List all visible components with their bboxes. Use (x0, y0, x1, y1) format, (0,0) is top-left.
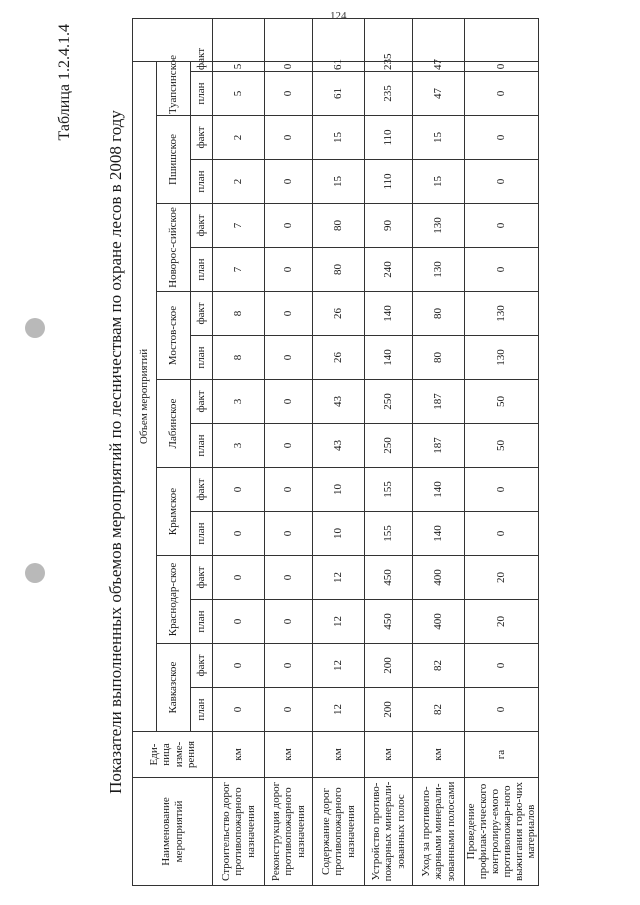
row-value: 10 (313, 468, 365, 512)
header-fact: факт (191, 204, 213, 248)
header-plan: план (191, 688, 213, 732)
row-value: 450 (365, 600, 413, 644)
header-district: Лабинское (157, 380, 191, 468)
row-value: 0 (265, 380, 313, 424)
table-row (365, 19, 413, 886)
row-value: 61 (313, 61, 365, 71)
row-value: 400 (413, 600, 465, 644)
row-value: 0 (465, 248, 539, 292)
table-row (265, 19, 313, 886)
row-value: 26 (313, 336, 365, 380)
row-value: 240 (365, 248, 413, 292)
row-unit: км (213, 732, 265, 778)
header-fact: факт (191, 380, 213, 424)
row-value: 110 (365, 116, 413, 160)
header-district: Пшишское (157, 116, 191, 204)
row-value: 0 (265, 72, 313, 116)
row-value: 450 (365, 556, 413, 600)
header-fact: факт (191, 644, 213, 688)
row-value: 0 (265, 512, 313, 556)
table-row (213, 19, 265, 886)
row-unit: км (413, 732, 465, 778)
table-row (313, 19, 365, 886)
header-district: Мостов-ское (157, 292, 191, 380)
row-value: 15 (313, 160, 365, 204)
row-value: 0 (465, 644, 539, 688)
row-value: 2 (213, 116, 265, 160)
measures-table (132, 18, 539, 886)
row-value: 8 (213, 292, 265, 336)
punch-hole-bottom (25, 563, 45, 583)
row-unit: км (265, 732, 313, 778)
row-value: 235 (365, 72, 413, 116)
table-label: Таблица 1.2.4.1.4 (56, 24, 73, 141)
header-plan: план (191, 160, 213, 204)
row-spacer (413, 19, 465, 62)
row-value: 5 (213, 61, 265, 71)
row-value: 0 (265, 160, 313, 204)
row-value: 155 (365, 468, 413, 512)
row-value: 0 (465, 160, 539, 204)
header-fact: факт (191, 61, 213, 71)
row-value: 140 (365, 292, 413, 336)
header-unit: Еди-ница изме-рения (133, 732, 213, 778)
row-value: 0 (465, 116, 539, 160)
header-district: Новорос-сийское (157, 204, 191, 292)
row-value: 0 (265, 424, 313, 468)
header-fact: факт (191, 116, 213, 160)
row-value: 0 (465, 72, 539, 116)
row-value: 235 (365, 61, 413, 71)
row-value: 0 (265, 61, 313, 71)
header-plan: план (191, 248, 213, 292)
row-value: 140 (365, 336, 413, 380)
row-value: 0 (265, 644, 313, 688)
row-value: 7 (213, 204, 265, 248)
row-value: 0 (265, 688, 313, 732)
row-value: 7 (213, 248, 265, 292)
row-value: 250 (365, 424, 413, 468)
row-value: 0 (465, 688, 539, 732)
row-name: Реконструкция дорог противопожарного назначения (265, 778, 313, 886)
row-value: 0 (213, 468, 265, 512)
row-value: 82 (413, 644, 465, 688)
row-value: 20 (465, 556, 539, 600)
row-name: Строительство дорог противопожарного назначения (213, 778, 265, 886)
row-value: 3 (213, 424, 265, 468)
row-value: 200 (365, 644, 413, 688)
row-spacer (313, 19, 365, 62)
row-value: 130 (413, 248, 465, 292)
row-value: 10 (313, 512, 365, 556)
row-value: 47 (413, 72, 465, 116)
table-row (413, 19, 465, 886)
header-fact: факт (191, 468, 213, 512)
row-value: 5 (213, 72, 265, 116)
row-value: 90 (365, 204, 413, 248)
row-unit: км (313, 732, 365, 778)
row-value: 26 (313, 292, 365, 336)
row-value: 0 (465, 512, 539, 556)
header-plan: план (191, 72, 213, 116)
row-value: 0 (265, 468, 313, 512)
header-volume: Объем мероприятий (133, 61, 157, 731)
row-value: 15 (313, 116, 365, 160)
table-row (465, 19, 539, 886)
header-plan: план (191, 512, 213, 556)
row-value: 0 (265, 600, 313, 644)
row-value: 0 (265, 116, 313, 160)
header-district: Кавказское (157, 644, 191, 732)
row-value: 50 (465, 380, 539, 424)
row-unit: км (365, 732, 413, 778)
header-plan: план (191, 336, 213, 380)
page-number: 124 (330, 10, 347, 22)
row-value: 250 (365, 380, 413, 424)
row-value: 0 (213, 688, 265, 732)
row-value: 0 (465, 468, 539, 512)
row-value: 80 (313, 204, 365, 248)
row-value: 400 (413, 556, 465, 600)
row-unit: га (465, 732, 539, 778)
row-value: 0 (265, 336, 313, 380)
row-value: 12 (313, 556, 365, 600)
row-value: 82 (413, 688, 465, 732)
row-value: 80 (413, 292, 465, 336)
row-value: 0 (265, 248, 313, 292)
row-value: 0 (213, 512, 265, 556)
row-name: Содержание дорог противопожарного назначения (313, 778, 365, 886)
row-value: 140 (413, 468, 465, 512)
row-name: Уход за противопо-жарными минерали-зованными полосами (413, 778, 465, 886)
row-value: 130 (465, 292, 539, 336)
row-value: 187 (413, 424, 465, 468)
header-district: Туапсинское (157, 61, 191, 115)
punch-hole-top (25, 318, 45, 338)
row-value: 47 (413, 61, 465, 71)
row-value: 12 (313, 688, 365, 732)
row-value: 200 (365, 688, 413, 732)
table-title: Показатели выполненных объемов мероприятий по лесничествам по охране лесов в 2008 году (106, 110, 125, 794)
row-value: 8 (213, 336, 265, 380)
row-spacer (213, 19, 265, 62)
row-value: 140 (413, 512, 465, 556)
header-fact: факт (191, 556, 213, 600)
row-value: 12 (313, 600, 365, 644)
header-name: Наименование мероприятий (133, 778, 213, 886)
row-value: 2 (213, 160, 265, 204)
header-district: Крымское (157, 468, 191, 556)
row-value: 0 (213, 644, 265, 688)
row-value: 0 (213, 556, 265, 600)
row-value: 155 (365, 512, 413, 556)
row-value: 110 (365, 160, 413, 204)
row-value: 80 (413, 336, 465, 380)
row-value: 3 (213, 380, 265, 424)
row-value: 80 (313, 248, 365, 292)
row-spacer (465, 19, 539, 62)
rotated-table-page (50, 12, 590, 892)
row-value: 187 (413, 380, 465, 424)
header-plan: план (191, 600, 213, 644)
row-value: 43 (313, 380, 365, 424)
row-name: Проведение профилак-тического контролиру-емого противопожар-ного выжигания горю-чих материалов (465, 778, 539, 886)
row-value: 0 (265, 292, 313, 336)
header-district: Краснодар-ское (157, 556, 191, 644)
row-value: 50 (465, 424, 539, 468)
row-value: 0 (213, 600, 265, 644)
row-value: 130 (465, 336, 539, 380)
header-fact: факт (191, 292, 213, 336)
row-value: 0 (265, 204, 313, 248)
header-plan: план (191, 424, 213, 468)
row-value: 15 (413, 116, 465, 160)
row-value: 0 (265, 556, 313, 600)
row-value: 0 (465, 61, 539, 71)
row-spacer (265, 19, 313, 62)
row-value: 61 (313, 72, 365, 116)
row-value: 12 (313, 644, 365, 688)
row-value: 20 (465, 600, 539, 644)
row-name: Устройство противо-пожарных минерали-зованных полос (365, 778, 413, 886)
row-value: 15 (413, 160, 465, 204)
row-value: 130 (413, 204, 465, 248)
row-value: 0 (465, 204, 539, 248)
row-value: 43 (313, 424, 365, 468)
